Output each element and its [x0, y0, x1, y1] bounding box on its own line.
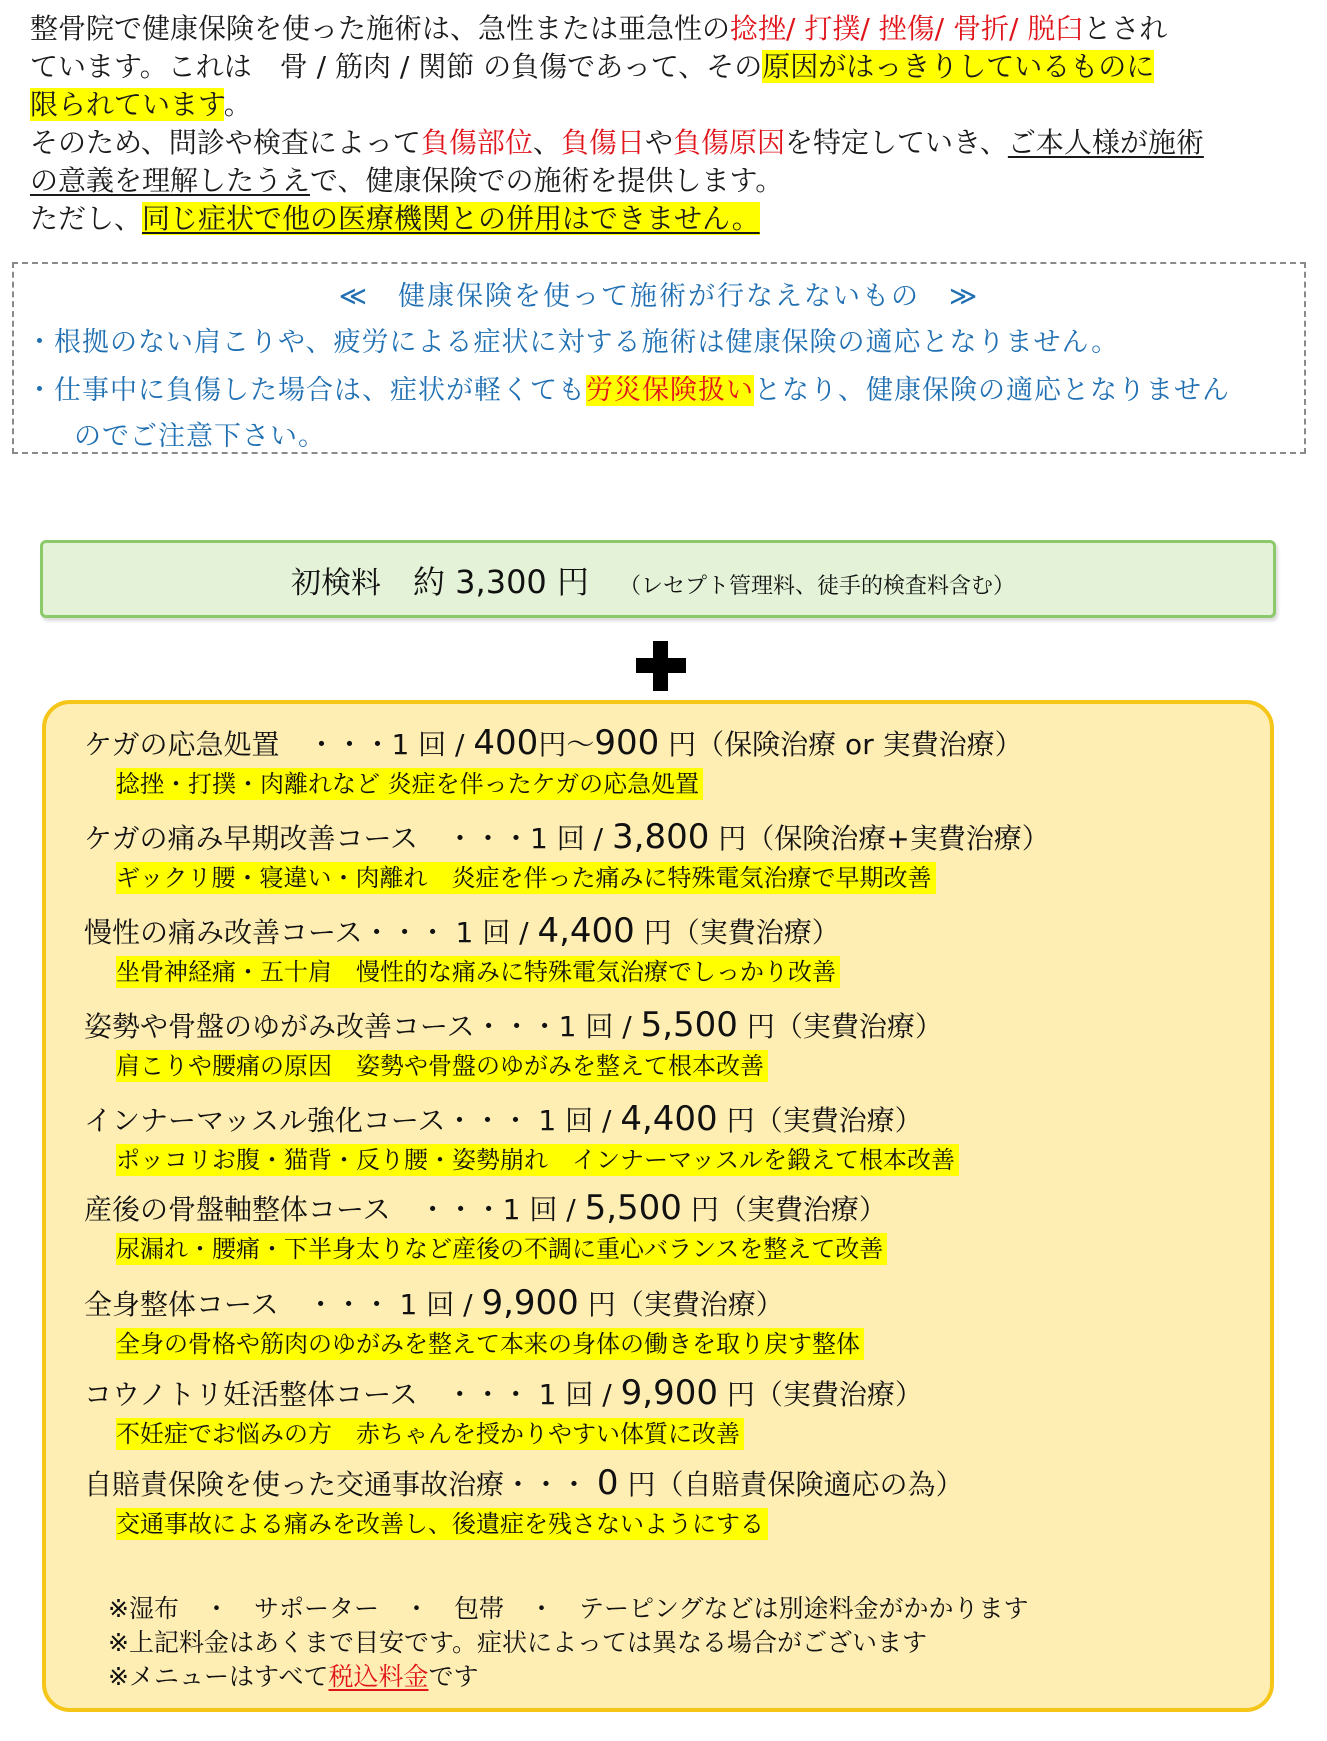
menu-item-type: （保険治療+実費治療） [746, 822, 1050, 855]
menu-notes [108, 1592, 1028, 1694]
intro-line-5: の意義を理解したうえで、健康保険での施術を提供します。 [30, 164, 784, 197]
injury-types: 捻挫/ 打撲/ 挫傷/ 骨折/ 脱臼 [730, 12, 1084, 45]
note-estimate: ※上記料金はあくまで目安です。症状によっては異なる場合がございます [108, 1628, 927, 1657]
menu-item-type: （実費治療） [718, 1193, 887, 1226]
menu-item-price: 3,800 [612, 817, 710, 857]
note-tax: ※メニューはすべて税込料金です [108, 1662, 479, 1691]
menu-item-type: （実費治療） [754, 1104, 923, 1137]
insurance-exclusion-notice [12, 262, 1306, 454]
highlight-no-combined-use: 同じ症状で他の医療機関との併用はできません。 [142, 202, 760, 235]
menu-item-desc: 捻挫・打撲・肉離れなど 炎症を伴ったケガの応急処置 [116, 768, 703, 800]
menu-item: インナーマッスル強化コース・・・ 1 回 / 4,400 円（実費治療） ポッコリお腹・猫背・反り腰・姿勢崩れ インナーマッスルを鍛えて根本改善 [84, 1100, 959, 1176]
menu-item: コウノトリ妊活整体コース ・・・ 1 回 / 9,900 円（実費治療） 不妊症でお悩みの方 赤ちゃんを授かりやすい体質に改善 [84, 1373, 923, 1448]
menu-item-price: 400 [473, 723, 539, 763]
menu-item-name: インナーマッスル強化コース・・・ 1 回 / [84, 1104, 612, 1137]
menu-item-price-max: 900 [594, 723, 660, 763]
menu-item-desc: 尿漏れ・腰痛・下半身太りなど産後の不調に重心バランスを整えて改善 [116, 1233, 887, 1265]
initial-fee-label: 初検料 [291, 566, 381, 601]
menu-item-desc: ギックリ腰・寝違い・肉離れ 炎症を伴った痛みに特殊電気治療で早期改善 [116, 862, 936, 894]
menu-item-type: （実費治療） [615, 1288, 784, 1321]
menu-item-desc: 坐骨神経痛・五十肩 慢性的な痛みに特殊電気治療でしっかり改善 [116, 956, 840, 988]
intro-paragraph [30, 10, 1300, 238]
workers-comp-highlight: 労災保険扱い [586, 375, 754, 406]
initial-fee-amount: 約 3,300 円 [413, 563, 589, 601]
menu-item-name: 慢性の痛み改善コース・・・ 1 回 / [84, 916, 529, 949]
note-supplies: ※湿布 ・ サポーター ・ 包帯 ・ テーピングなどは別途料金がかかります [108, 1594, 1029, 1623]
menu-item-name: ケガの応急処置 ・・・1 回 / [84, 728, 465, 761]
menu-item-name: 自賠責保険を使った交通事故治療・・・ [84, 1468, 589, 1501]
menu-item-name: コウノトリ妊活整体コース ・・・ 1 回 / [84, 1378, 612, 1411]
notice-line-3: のでご注意下さい。 [74, 421, 326, 452]
tax-included-label: 税込料金 [328, 1662, 429, 1691]
intro-line-6: ただし、同じ症状で他の医療機関との併用はできません。 [30, 202, 760, 235]
menu-item: ケガの痛み早期改善コース ・・・1 回 / 3,800 円（保険治療+実費治療） ギックリ腰・寝違い・肉離れ 炎症を伴った痛みに特殊電気治療で早期改善 [84, 817, 1050, 892]
menu-item: 全身整体コース ・・・ 1 回 / 9,900 円（実費治療） 全身の骨格や筋肉のゆがみを整えて本来の身体の働きを取り戻す整体 [84, 1284, 864, 1360]
menu-item-type: （実費治療） [671, 916, 840, 949]
intro-line-2: ています。これは 骨 / 筋肉 / 関節 の負傷であって、その原因がはっきりしているものに [30, 50, 1155, 83]
menu-item: ケガの応急処置 ・・・1 回 / 400円～900 円（保険治療 or 実費治療） 捻挫・打撲・肉離れなど 炎症を伴ったケガの応急処置 [84, 723, 1023, 798]
intro-line-1: 整骨院で健康保険を使った施術は、急性または亜急性の捻挫/ 打撲/ 挫傷/ 骨折/ 脱臼とされ [30, 12, 1168, 45]
initial-fee-box [40, 540, 1276, 618]
menu-item-price: 4,400 [620, 1099, 718, 1139]
menu-item-type: （実費治療） [754, 1378, 923, 1411]
menu-item-desc: 肩こりや腰痛の原因 姿勢や骨盤のゆがみを整えて根本改善 [116, 1050, 768, 1082]
menu-item-type: （保険治療 or 実費治療） [696, 728, 1023, 761]
menu-item: 姿勢や骨盤のゆがみ改善コース・・・1 回 / 5,500 円（実費治療） 肩こりや腰痛の原因 姿勢や骨盤のゆがみを整えて根本改善 [84, 1005, 943, 1080]
menu-item-desc: 不妊症でお悩みの方 赤ちゃんを授かりやすい体質に改善 [116, 1418, 744, 1450]
menu-item-type: （自賠責保険適応の為） [655, 1468, 964, 1501]
menu-item-name: 全身整体コース ・・・ 1 回 / [84, 1288, 473, 1321]
notice-line-2: ・仕事中に負傷した場合は、症状が軽くても労災保険扱いとなり、健康保険の適応となりません [26, 375, 1230, 406]
menu-item-name: 姿勢や骨盤のゆがみ改善コース・・・1 回 / [84, 1010, 632, 1043]
menu-item-name: ケガの痛み早期改善コース ・・・1 回 / [84, 822, 604, 855]
menu-item: 産後の骨盤軸整体コース ・・・1 回 / 5,500 円（実費治療） 尿漏れ・腰痛・下半身太りなど産後の不調に重心バランスを整えて改善 [84, 1188, 887, 1263]
plus-icon [636, 641, 686, 691]
intro-line-4: そのため、問診や検査によって負傷部位、負傷日や負傷原因を特定していき、ご本人様が施術 [30, 126, 1204, 159]
menu-item-price: 9,900 [481, 1283, 579, 1323]
menu-item-price: 4,400 [537, 911, 635, 951]
initial-fee-note: （レセプト管理料、徒手的検査料含む） [618, 574, 1015, 599]
intro-line-3: 限られています。 [30, 88, 252, 121]
menu-item: 自賠責保険を使った交通事故治療・・・ 0 円（自賠責保険適応の為） 交通事故による痛みを改善し、後遺症を残さないようにする [84, 1463, 964, 1538]
course-menu-box [42, 700, 1274, 1712]
menu-item-type: （実費治療） [774, 1010, 943, 1043]
menu-item-price: 0 [596, 1463, 619, 1503]
notice-line-1: ・根拠のない肩こりや、疲労による症状に対する施術は健康保険の適応となりません。 [26, 327, 1120, 358]
menu-item-desc: 交通事故による痛みを改善し、後遺症を残さないようにする [116, 1508, 768, 1540]
menu-item: 慢性の痛み改善コース・・・ 1 回 / 4,400 円（実費治療） 坐骨神経痛・五十肩 慢性的な痛みに特殊電気治療でしっかり改善 [84, 911, 840, 986]
menu-item-price: 5,500 [640, 1005, 738, 1045]
menu-item-desc: 全身の骨格や筋肉のゆがみを整えて本来の身体の働きを取り戻す整体 [116, 1328, 864, 1360]
menu-item-price: 9,900 [620, 1373, 718, 1413]
notice-title: ≪ 健康保険を使って施術が行なえないもの ≫ [338, 281, 980, 312]
menu-item-name: 産後の骨盤軸整体コース ・・・1 回 / [84, 1193, 576, 1226]
menu-item-desc: ポッコリお腹・猫背・反り腰・姿勢崩れ インナーマッスルを鍛えて根本改善 [116, 1144, 959, 1176]
menu-item-price: 5,500 [584, 1188, 682, 1228]
highlight-cause: 原因がはっきりしているものに [762, 50, 1155, 83]
